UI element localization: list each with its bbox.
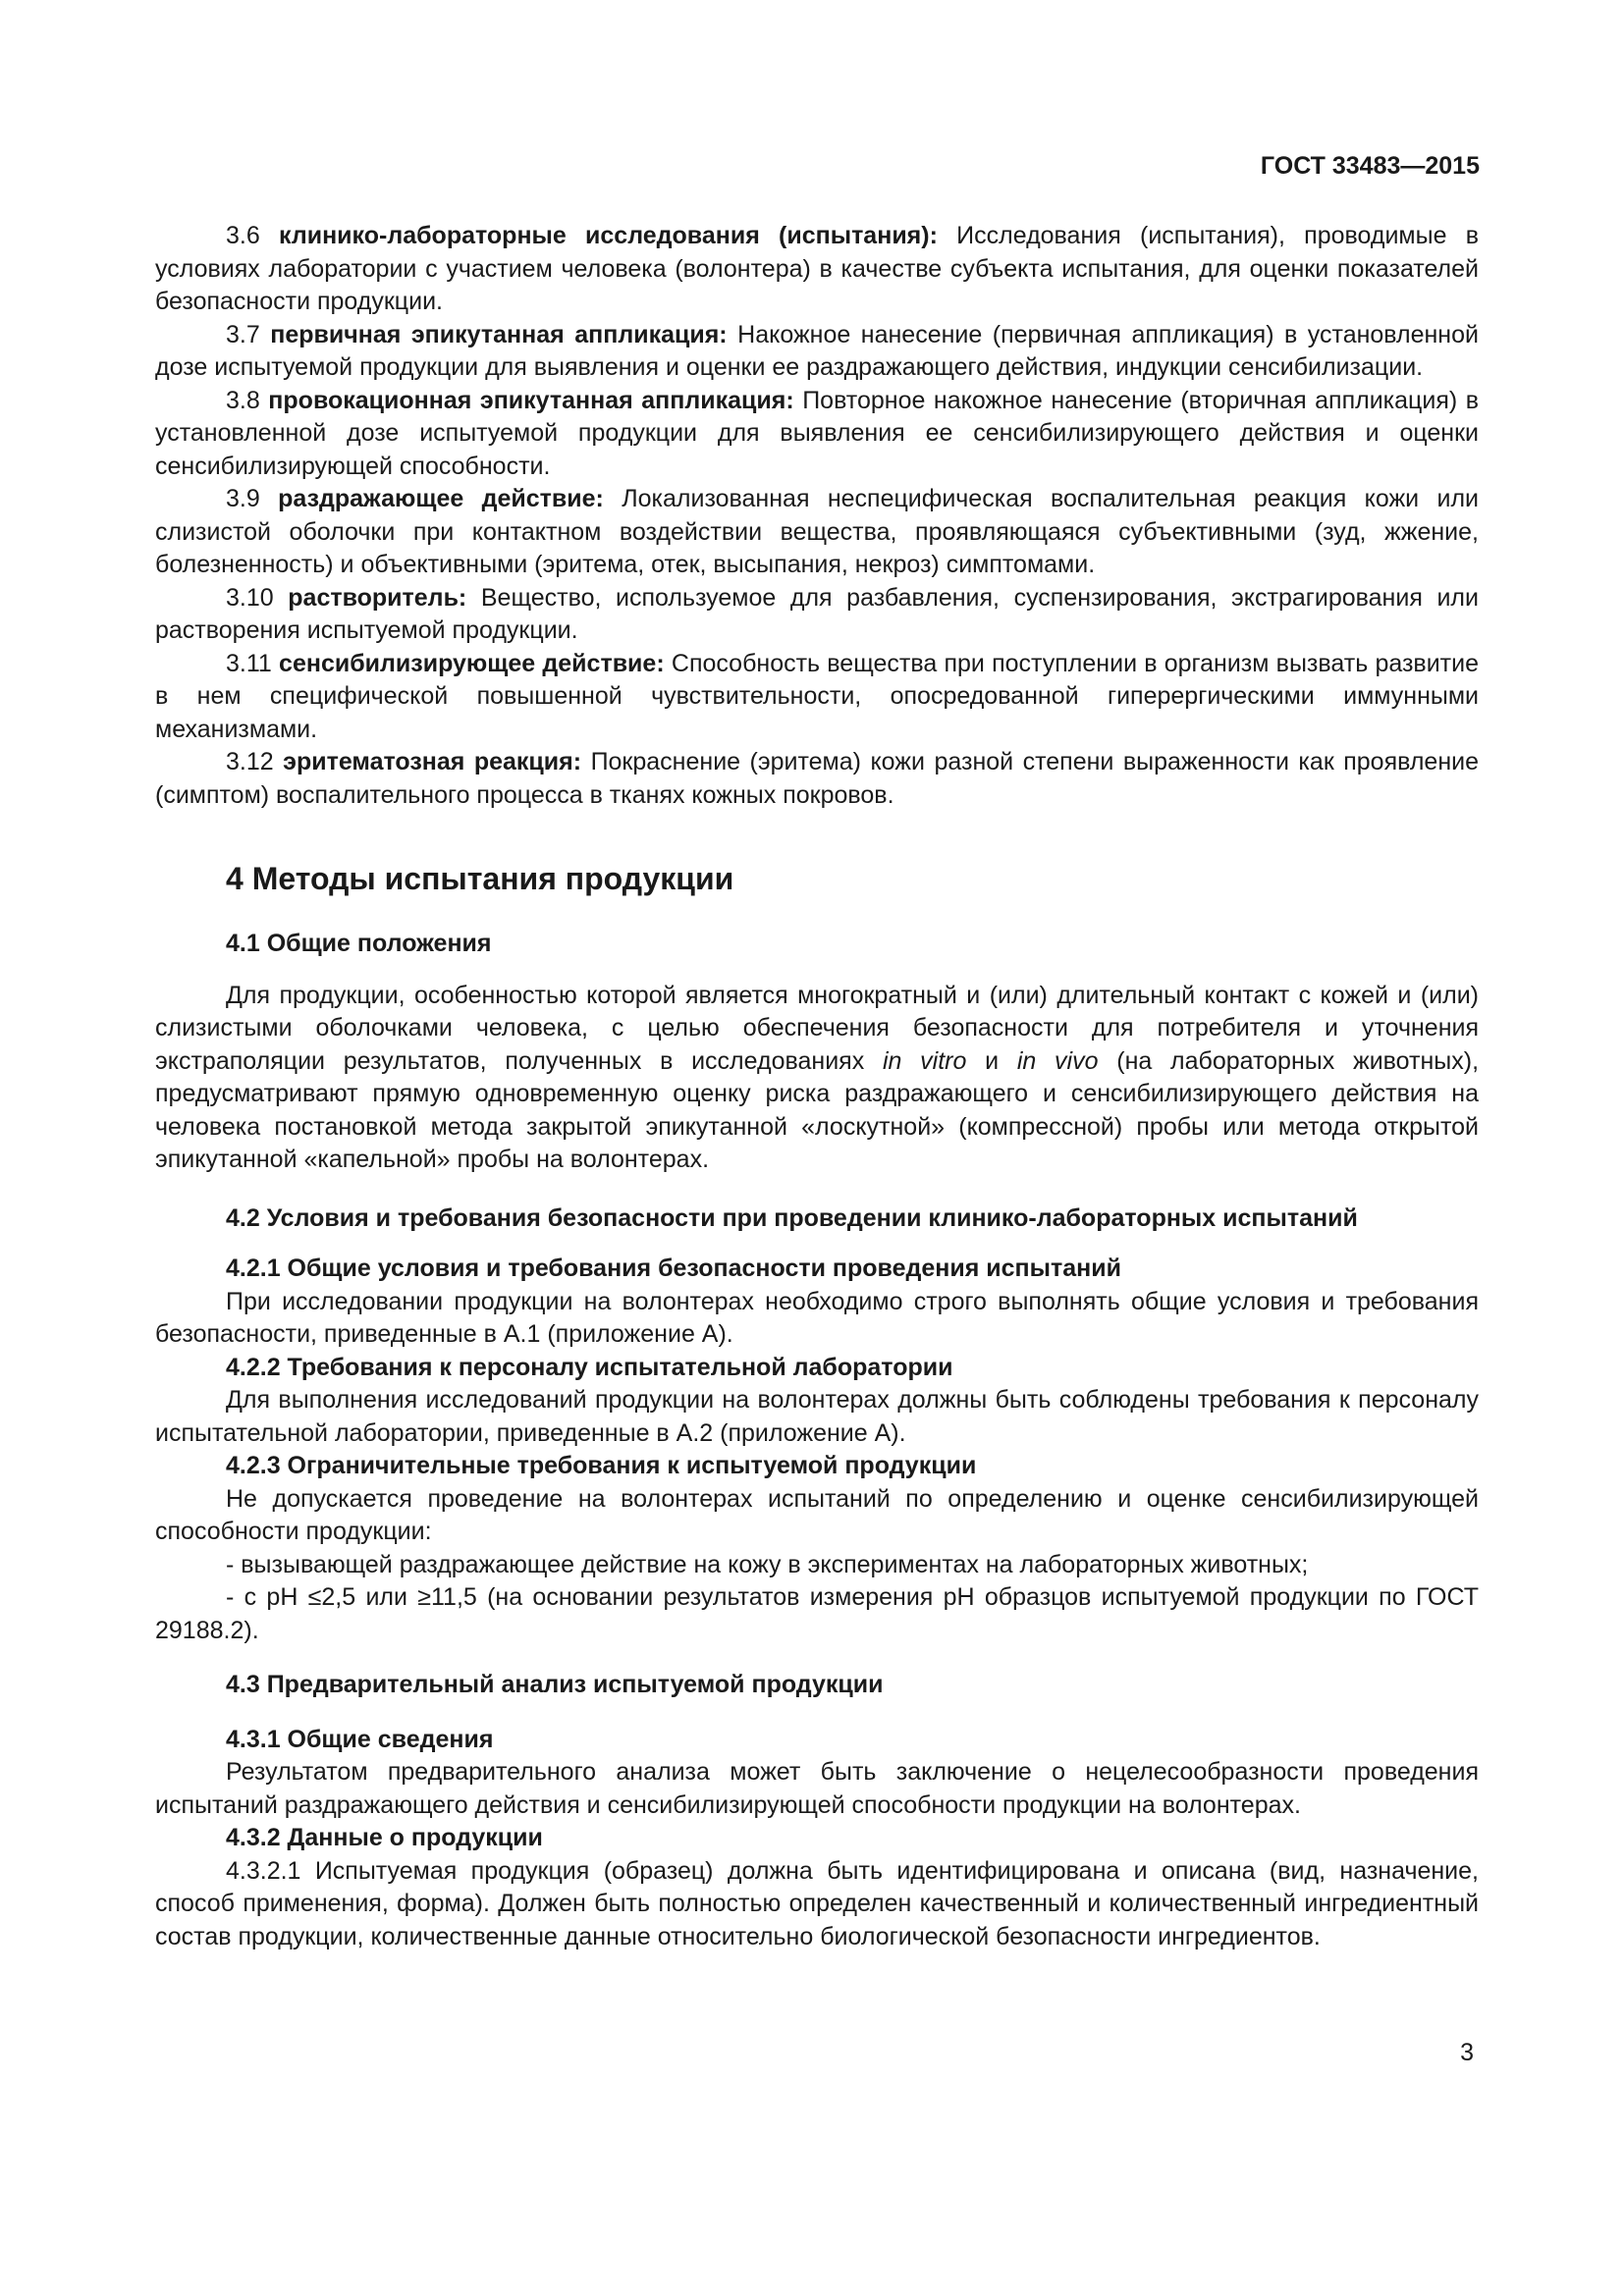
list-item: - вызывающей раздражающее действие на кожу в экспериментах на лабораторных животных; [226,1550,1309,1578]
section-4-2-1-heading: 4.2.1 Общие условия и требования безопасности проведения испытаний [226,1255,1121,1282]
definition-3-9 [155,483,1479,582]
definition-term: растворитель: [288,583,467,612]
standard-number: ГОСТ 33483—2015 [1260,152,1480,180]
definition-number: 3.11 [226,649,272,677]
definition-3-10 [155,582,1479,648]
definition-term: провокационная эпикутанная аппликация: [268,386,794,414]
definition-term: раздражающее действие: [278,485,604,512]
definition-text: Покраснение (эритема) кожи разной степени выраженности как проявление (симптом) воспалительного процесса в тканях кожных покровов. [155,748,1479,809]
definition-number: 3.12 [226,748,274,775]
definition-number: 3.9 [226,485,260,512]
section-4-3-heading: 4.3 Предварительный анализ испытуемой продукции [226,1671,884,1698]
page-content [155,220,1479,1953]
definition-3-12 [155,746,1479,812]
definition-3-11 [155,648,1479,747]
section-4-2-2-heading: 4.2.2 Требования к персоналу испытательной лаборатории [226,1353,953,1381]
paragraph-text: и [966,1046,1017,1075]
definition-number: 3.7 [226,320,260,348]
section-4-3-2-1-paragraph: 4.3.2.1 Испытуемая продукция (образец) должна быть идентифицирована и описана (вид, назначение, способ применения, форма). Должен быть полностью определен качественный и количественный ингредиентный состав продукции, количественные данные относительно биологической безопасности ингредиентов. [155,1856,1479,1950]
definition-term: эритематозная реакция: [283,748,582,775]
section-4-2-3-heading: 4.2.3 Ограничительные требования к испытуемой продукции [226,1452,977,1479]
definition-term: сенсибилизирующее действие: [279,649,665,677]
paragraph-text: Для продукции, особенностью которой является многократный и (или) длительный контакт с кожей и (или) слизистыми оболочками человека, с целью обеспечения безопасности для потребителя и уточнения экстраполяции результатов, полученных в исследованиях [155,981,1479,1075]
definition-text: Локализованная неспецифическая воспалительная реакция кожи или слизистой оболочки при контактном воздействии вещества, проявляющаяся субъективными (зуд, жжение, болезненность) и объективными (эритема, отек, высыпания, некроз) симптомами. [155,485,1479,578]
section-4-3-1-heading: 4.3.1 Общие сведения [226,1725,494,1753]
section-4-1-paragraph [155,980,1479,1177]
section-4-heading: 4 Методы испытания продукции [226,861,734,896]
page-number: 3 [1460,2039,1474,2066]
definition-number: 3.6 [226,222,260,249]
list-item: - с pH ≤2,5 или ≥11,5 (на основании результатов измерения pH образцов испытуемой продукции по ГОСТ 29188.2). [155,1583,1479,1644]
section-4-2-3-paragraph: Не допускается проведение на волонтерах испытаний по определению и оценке сенсибилизирующей способности продукции: [155,1484,1479,1545]
section-4-2-2-paragraph: Для выполнения исследований продукции на волонтерах должны быть соблюдены требования к персоналу испытательной лаборатории, приведенные в А.2 (приложение А). [155,1386,1479,1447]
italic-term: in vitro [882,1046,967,1075]
definition-3-8 [155,385,1479,484]
definition-3-6 [155,220,1479,319]
definition-number: 3.8 [226,386,260,414]
definition-3-7 [155,319,1479,385]
section-4-1-heading: 4.1 Общие положения [226,930,492,957]
definition-text: Повторное накожное нанесение (вторичная аппликация) в установленной дозе испытуемой продукции для выявления ее сенсибилизирующего действия и оценки сенсибилизирующей способности. [155,386,1480,480]
definition-number: 3.10 [226,583,274,612]
section-4-3-1-paragraph: Результатом предварительного анализа может быть заключение о нецелесообразности проведения испытаний раздражающего действия и сенсибилизирующей способности продукции на волонтерах. [155,1758,1479,1819]
italic-term: in vivo [1016,1046,1099,1075]
section-4-3-2-heading: 4.3.2 Данные о продукции [226,1824,543,1851]
definition-text: Способность вещества при поступлении в организм вызвать развитие в нем специфической повышенной чувствительности, опосредованной гиперергическими иммунными механизмами. [155,649,1479,743]
definition-text: Исследования (испытания), проводимые в условиях лаборатории с участием человека (волонтера) в качестве субъекта испытания, для оценки показателей безопасности продукции. [155,222,1479,315]
section-4-2-1-paragraph: При исследовании продукции на волонтерах необходимо строго выполнять общие условия и требования безопасности, приведенные в А.1 (приложение А). [155,1287,1479,1348]
definition-text: Вещество, используемое для разбавления, суспензирования, экстрагирования или растворения испытуемой продукции. [155,583,1479,644]
definition-text: Накожное нанесение (первичная аппликация) в установленной дозе испытуемой продукции для выявления и оценки ее раздражающего действия, индукции сенсибилизации. [155,320,1479,381]
section-4-2-heading: 4.2 Условия и требования безопасности при проведении клинико-лабораторных испытаний [226,1203,1358,1232]
paragraph-text: (на лабораторных животных), предусматривают прямую одновременную оценку риска раздражающего и сенсибилизирующего действия на человека постановкой метода закрытой эпикутанной «лоскутной» (компрессной) пробы или метода открытой эпикутанной «капельной» пробы на волонтерах. [155,1046,1480,1173]
definition-term: первичная эпикутанная аппликация: [270,320,728,348]
definition-term: клинико-лабораторные исследования (испытания): [279,222,938,249]
